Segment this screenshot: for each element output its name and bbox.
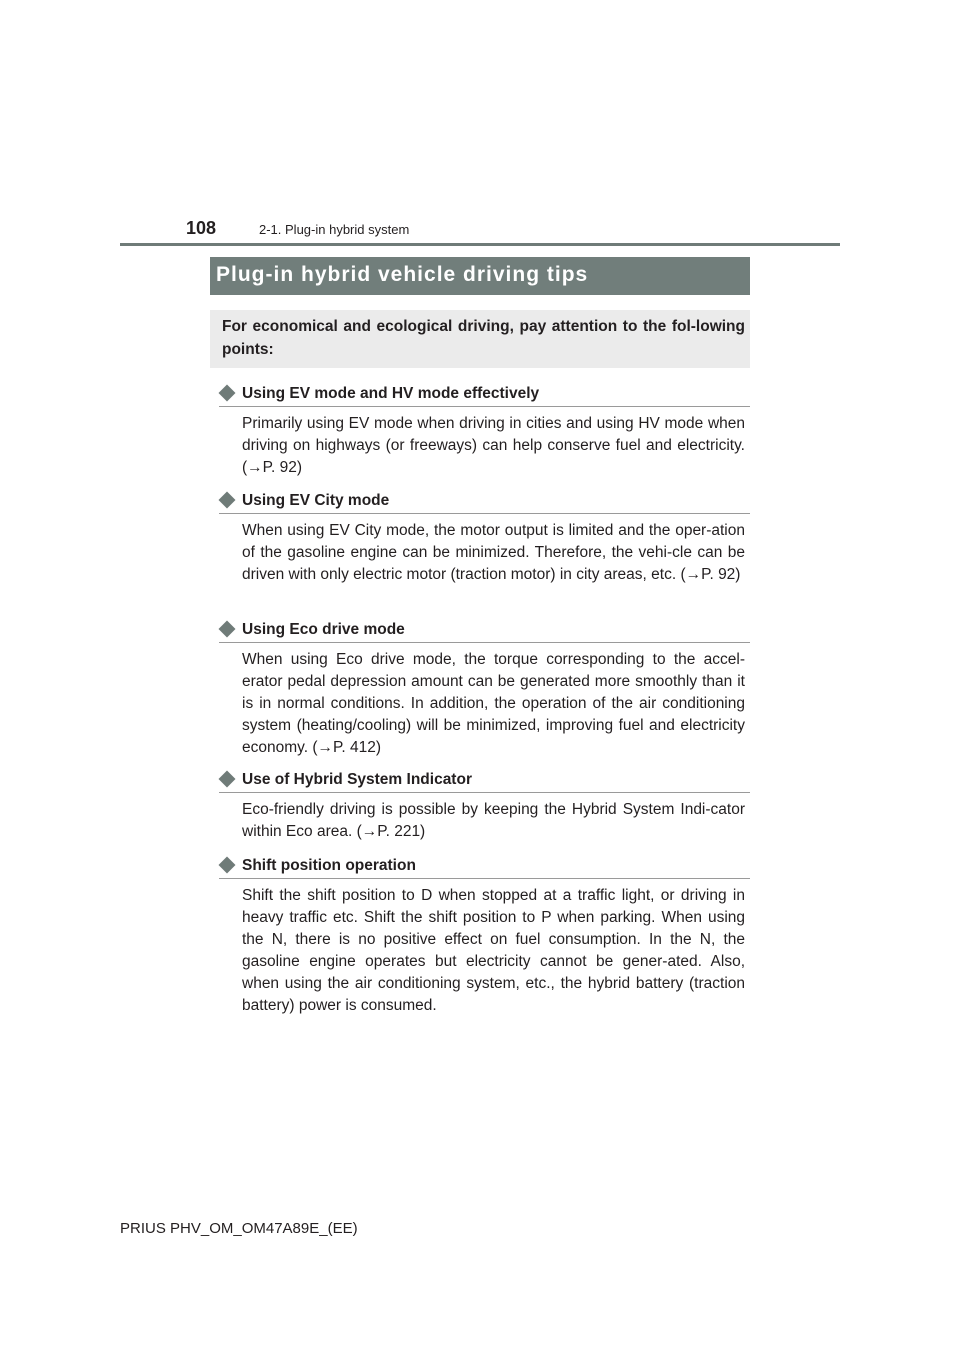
page-number: 108 [186,218,217,238]
section-title: Plug-in hybrid vehicle driving tips [216,263,589,286]
topic-hybrid-system-indicator [219,770,750,843]
diamond-icon [219,857,236,874]
topic-heading [219,384,750,407]
topic-body: When using EV City mode, the motor output is limited and the oper-ation of the gasoline engine can be minimized. Therefore, the vehi-cle can be driven with only electric motor (traction motor) in city areas, etc. (→P. 92) [242,522,745,583]
document-code: PRIUS PHV_OM_OM47A89E_(EE) [120,1220,358,1237]
topic-body: When using Eco drive mode, the torque corresponding to the accel-erator pedal depression amount can be generated more smoothly than it is in normal conditions. In addition, the operation of the air conditioning system (heating/cooling) will be minimized, improving fuel and electricity economy. (→P. 412) [242,651,745,756]
topic-eco-drive-mode [219,620,750,759]
topic-body: Eco-friendly driving is possible by keeping the Hybrid System Indi-cator within Eco area. (→P. 221) [242,801,745,840]
topic-heading [219,491,750,514]
topic-title: Shift position operation [242,857,416,874]
breadcrumb: 2-1. Plug-in hybrid system [259,222,410,237]
topic-title: Using Eco drive mode [242,621,405,638]
topic-heading [219,856,750,879]
topic-body: Primarily using EV mode when driving in cities and using HV mode when driving on highways (or freeways) can help conserve fuel and electricity. (→P. 92) [242,415,745,476]
topic-title: Using EV mode and HV mode effectively [242,385,540,402]
topic-ev-hv-mode [219,384,750,479]
topic-heading [219,620,750,643]
diamond-icon [219,492,236,509]
topic-heading [219,770,750,793]
diamond-icon [219,621,236,638]
diamond-icon [219,771,236,788]
topic-ev-city-mode [219,491,750,586]
header-rule [120,243,840,246]
topic-title: Use of Hybrid System Indicator [242,771,472,788]
topic-shift-position [219,856,750,1017]
topic-title: Using EV City mode [242,492,390,509]
topic-body: Shift the shift position to D when stopped at a traffic light, or driving in heavy traffic etc. Shift the shift position to P when parking. When using the N, there is no positive effect on fuel consumption. In the N, the gasoline engine operates but electricity cannot be gener-ated. Also, when using the air conditioning system, etc., the hybrid battery (traction battery) power is consumed. [242,887,745,1014]
diamond-icon [219,385,236,402]
intro-text: For economical and ecological driving, pay attention to the fol-lowing points: [222,318,745,358]
